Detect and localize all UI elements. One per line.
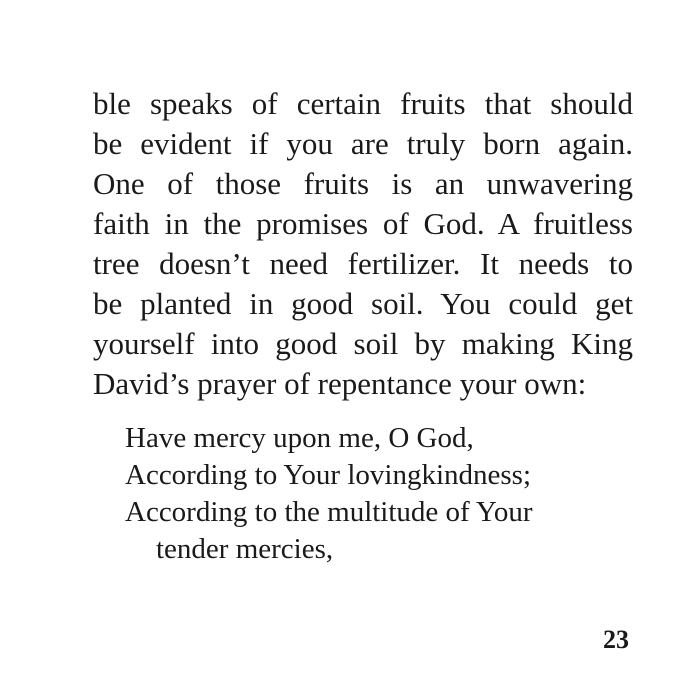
paragraph-line: be planted in good soil. You could get (93, 286, 633, 321)
scripture-quote (125, 420, 645, 568)
paragraph-line: faith in the promises of God. A fruitless (93, 206, 633, 241)
quote-line: tender mercies, (156, 533, 334, 565)
paragraph-line: David’s prayer of repentance your own: (93, 366, 587, 401)
paragraph-line: be evident if you are truly born again. (93, 126, 633, 161)
quote-line: According to the multitude of Your (125, 496, 533, 528)
body-paragraph (93, 84, 633, 404)
quote-line: Have mercy upon me, O God, (125, 422, 474, 454)
paragraph-line: One of those fruits is an unwavering (93, 166, 633, 201)
paragraph-line: yourself into good soil by making King (93, 326, 633, 361)
paragraph-line: tree doesn’t need fertilizer. It needs to (93, 246, 633, 281)
quote-line: According to Your lovingkindness; (125, 459, 531, 491)
page-number: 23 (603, 625, 629, 654)
paragraph-line: ble speaks of certain fruits that should (93, 86, 633, 121)
